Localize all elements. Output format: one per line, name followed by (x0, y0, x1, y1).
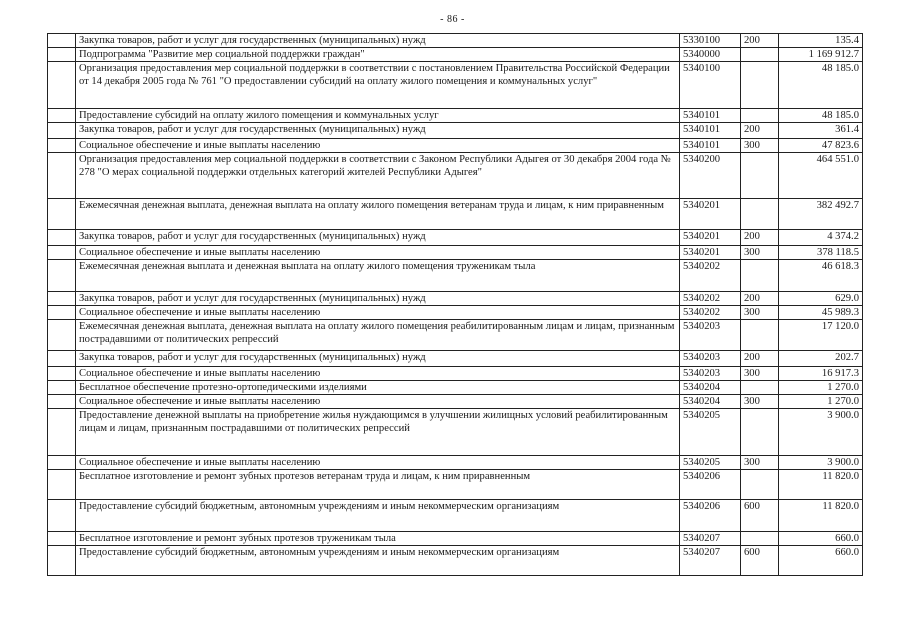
row-code-cell: 5340207 (680, 532, 741, 546)
row-sum-cell: 1 270.0 (779, 381, 863, 395)
row-name-cell: Социальное обеспечение и иные выплаты населению (76, 395, 680, 409)
table-row (48, 199, 863, 230)
row-sum-cell: 46 618.3 (779, 260, 863, 292)
row-code-cell: 5340101 (680, 139, 741, 153)
row-sum-cell: 361.4 (779, 123, 863, 139)
row-spacer-cell (48, 367, 76, 381)
row-type-cell: 300 (741, 367, 779, 381)
row-spacer-cell (48, 123, 76, 139)
row-code-cell: 5340206 (680, 470, 741, 500)
row-sum-cell: 48 185.0 (779, 62, 863, 109)
row-code-cell: 5340101 (680, 109, 741, 123)
table-row (48, 470, 863, 500)
row-type-cell (741, 320, 779, 351)
row-name-cell: Закупка товаров, работ и услуг для государственных (муниципальных) нужд (76, 292, 680, 306)
row-name-cell: Организация предоставления мер социальной поддержки в соответствии с Законом Республики Адыгея от 30 декабря 2004 года № 278 "О мерах социальной поддержки отдельных категорий жителей Республики Адыгея" (76, 153, 680, 199)
row-name-cell: Подпрограмма "Развитие мер социальной поддержки граждан" (76, 48, 680, 62)
row-code-cell: 5340203 (680, 320, 741, 351)
table-row (48, 260, 863, 292)
row-code-cell: 5340204 (680, 395, 741, 409)
row-code-cell: 5340201 (680, 199, 741, 230)
table-row (48, 395, 863, 409)
table-row (48, 546, 863, 576)
row-spacer-cell (48, 34, 76, 48)
row-spacer-cell (48, 153, 76, 199)
row-spacer-cell (48, 62, 76, 109)
row-type-cell: 300 (741, 246, 779, 260)
row-name-cell: Организация предоставления мер социальной поддержки в соответствии с постановлением Правительства Российской Федерации от 14 декабря 2005 года № 761 "О предоставлении субсидий на оплату жилого помещения и коммунальных услуг" (76, 62, 680, 109)
row-type-cell: 300 (741, 395, 779, 409)
row-name-cell: Закупка товаров, работ и услуг для государственных (муниципальных) нужд (76, 230, 680, 246)
table-row (48, 230, 863, 246)
table-row (48, 292, 863, 306)
table-row (48, 123, 863, 139)
row-name-cell: Бесплатное обеспечение протезно-ортопедическими изделиями (76, 381, 680, 395)
table-row (48, 456, 863, 470)
row-type-cell: 300 (741, 456, 779, 470)
row-type-cell: 600 (741, 546, 779, 576)
row-sum-cell: 629.0 (779, 292, 863, 306)
row-type-cell (741, 409, 779, 456)
row-name-cell: Закупка товаров, работ и услуг для государственных (муниципальных) нужд (76, 34, 680, 48)
row-sum-cell: 16 917.3 (779, 367, 863, 381)
row-name-cell: Социальное обеспечение и иные выплаты населению (76, 456, 680, 470)
row-type-cell (741, 62, 779, 109)
row-type-cell (741, 48, 779, 62)
row-name-cell: Ежемесячная денежная выплата и денежная выплата на оплату жилого помещения труженикам тыла (76, 260, 680, 292)
table-row (48, 139, 863, 153)
table-row (48, 500, 863, 532)
table-row (48, 367, 863, 381)
row-name-cell: Социальное обеспечение и иные выплаты населению (76, 139, 680, 153)
row-code-cell: 5340202 (680, 260, 741, 292)
table-row (48, 381, 863, 395)
row-name-cell: Бесплатное изготовление и ремонт зубных протезов труженикам тыла (76, 532, 680, 546)
row-type-cell: 300 (741, 306, 779, 320)
row-code-cell: 5340201 (680, 246, 741, 260)
row-code-cell: 5340203 (680, 351, 741, 367)
row-sum-cell: 45 989.3 (779, 306, 863, 320)
row-code-cell: 5340205 (680, 409, 741, 456)
row-sum-cell: 11 820.0 (779, 500, 863, 532)
row-name-cell: Бесплатное изготовление и ремонт зубных протезов ветеранам труда и лицам, к ним приравненным (76, 470, 680, 500)
row-type-cell: 200 (741, 230, 779, 246)
table-row (48, 153, 863, 199)
row-spacer-cell (48, 470, 76, 500)
row-spacer-cell (48, 230, 76, 246)
row-code-cell: 5340000 (680, 48, 741, 62)
row-sum-cell: 660.0 (779, 532, 863, 546)
row-spacer-cell (48, 199, 76, 230)
row-name-cell: Предоставление субсидий бюджетным, автономным учреждениям и иным некоммерческим организациям (76, 500, 680, 532)
row-spacer-cell (48, 381, 76, 395)
row-code-cell: 5340200 (680, 153, 741, 199)
row-spacer-cell (48, 48, 76, 62)
row-type-cell: 200 (741, 351, 779, 367)
budget-table (47, 33, 863, 576)
row-type-cell (741, 109, 779, 123)
row-spacer-cell (48, 456, 76, 470)
table-row (48, 320, 863, 351)
row-name-cell: Закупка товаров, работ и услуг для государственных (муниципальных) нужд (76, 123, 680, 139)
row-code-cell: 5340207 (680, 546, 741, 576)
page-number: - 86 - (440, 14, 465, 25)
row-sum-cell: 464 551.0 (779, 153, 863, 199)
row-code-cell: 5340202 (680, 292, 741, 306)
table-row (48, 306, 863, 320)
row-sum-cell: 135.4 (779, 34, 863, 48)
row-type-cell: 200 (741, 123, 779, 139)
row-spacer-cell (48, 395, 76, 409)
row-sum-cell: 17 120.0 (779, 320, 863, 351)
row-type-cell: 600 (741, 500, 779, 532)
row-code-cell: 5340202 (680, 306, 741, 320)
table-row (48, 409, 863, 456)
row-type-cell: 200 (741, 292, 779, 306)
row-type-cell: 300 (741, 139, 779, 153)
row-sum-cell: 3 900.0 (779, 409, 863, 456)
row-spacer-cell (48, 320, 76, 351)
row-spacer-cell (48, 409, 76, 456)
row-type-cell (741, 153, 779, 199)
row-sum-cell: 660.0 (779, 546, 863, 576)
row-sum-cell: 47 823.6 (779, 139, 863, 153)
row-spacer-cell (48, 109, 76, 123)
row-spacer-cell (48, 532, 76, 546)
row-name-cell: Социальное обеспечение и иные выплаты населению (76, 246, 680, 260)
row-type-cell: 200 (741, 34, 779, 48)
row-name-cell: Закупка товаров, работ и услуг для государственных (муниципальных) нужд (76, 351, 680, 367)
budget-table-body (48, 34, 863, 576)
row-name-cell: Социальное обеспечение и иные выплаты населению (76, 367, 680, 381)
row-spacer-cell (48, 139, 76, 153)
row-code-cell: 5340206 (680, 500, 741, 532)
row-sum-cell: 202.7 (779, 351, 863, 367)
row-sum-cell: 48 185.0 (779, 109, 863, 123)
table-row (48, 532, 863, 546)
row-code-cell: 5330100 (680, 34, 741, 48)
table-row (48, 48, 863, 62)
row-spacer-cell (48, 260, 76, 292)
row-type-cell (741, 199, 779, 230)
table-row (48, 62, 863, 109)
row-name-cell: Предоставление субсидий на оплату жилого помещения и коммунальных услуг (76, 109, 680, 123)
row-spacer-cell (48, 306, 76, 320)
row-code-cell: 5340204 (680, 381, 741, 395)
row-sum-cell: 378 118.5 (779, 246, 863, 260)
row-code-cell: 5340205 (680, 456, 741, 470)
table-row (48, 34, 863, 48)
row-code-cell: 5340100 (680, 62, 741, 109)
row-type-cell (741, 381, 779, 395)
row-spacer-cell (48, 292, 76, 306)
row-spacer-cell (48, 500, 76, 532)
row-name-cell: Ежемесячная денежная выплата, денежная выплата на оплату жилого помещения ветеранам труда и лицам, к ним приравненным (76, 199, 680, 230)
row-type-cell (741, 260, 779, 292)
row-sum-cell: 382 492.7 (779, 199, 863, 230)
row-sum-cell: 1 270.0 (779, 395, 863, 409)
row-sum-cell: 3 900.0 (779, 456, 863, 470)
row-spacer-cell (48, 546, 76, 576)
row-sum-cell: 11 820.0 (779, 470, 863, 500)
row-sum-cell: 4 374.2 (779, 230, 863, 246)
row-name-cell: Предоставление субсидий бюджетным, автономным учреждениям и иным некоммерческим организациям (76, 546, 680, 576)
table-row (48, 351, 863, 367)
row-name-cell: Предоставление денежной выплаты на приобретение жилья нуждающимся в улучшении жилищных условий реабилитированным лицам и лицам, признанным пострадавшими от политических репрессий (76, 409, 680, 456)
row-sum-cell: 1 169 912.7 (779, 48, 863, 62)
row-code-cell: 5340101 (680, 123, 741, 139)
row-spacer-cell (48, 351, 76, 367)
row-name-cell: Ежемесячная денежная выплата, денежная выплата на оплату жилого помещения реабилитированным лицам и лицам, признанным пострадавшими от политических репрессий (76, 320, 680, 351)
row-code-cell: 5340201 (680, 230, 741, 246)
row-name-cell: Социальное обеспечение и иные выплаты населению (76, 306, 680, 320)
table-row (48, 109, 863, 123)
row-spacer-cell (48, 246, 76, 260)
row-type-cell (741, 470, 779, 500)
row-type-cell (741, 532, 779, 546)
row-code-cell: 5340203 (680, 367, 741, 381)
table-row (48, 246, 863, 260)
